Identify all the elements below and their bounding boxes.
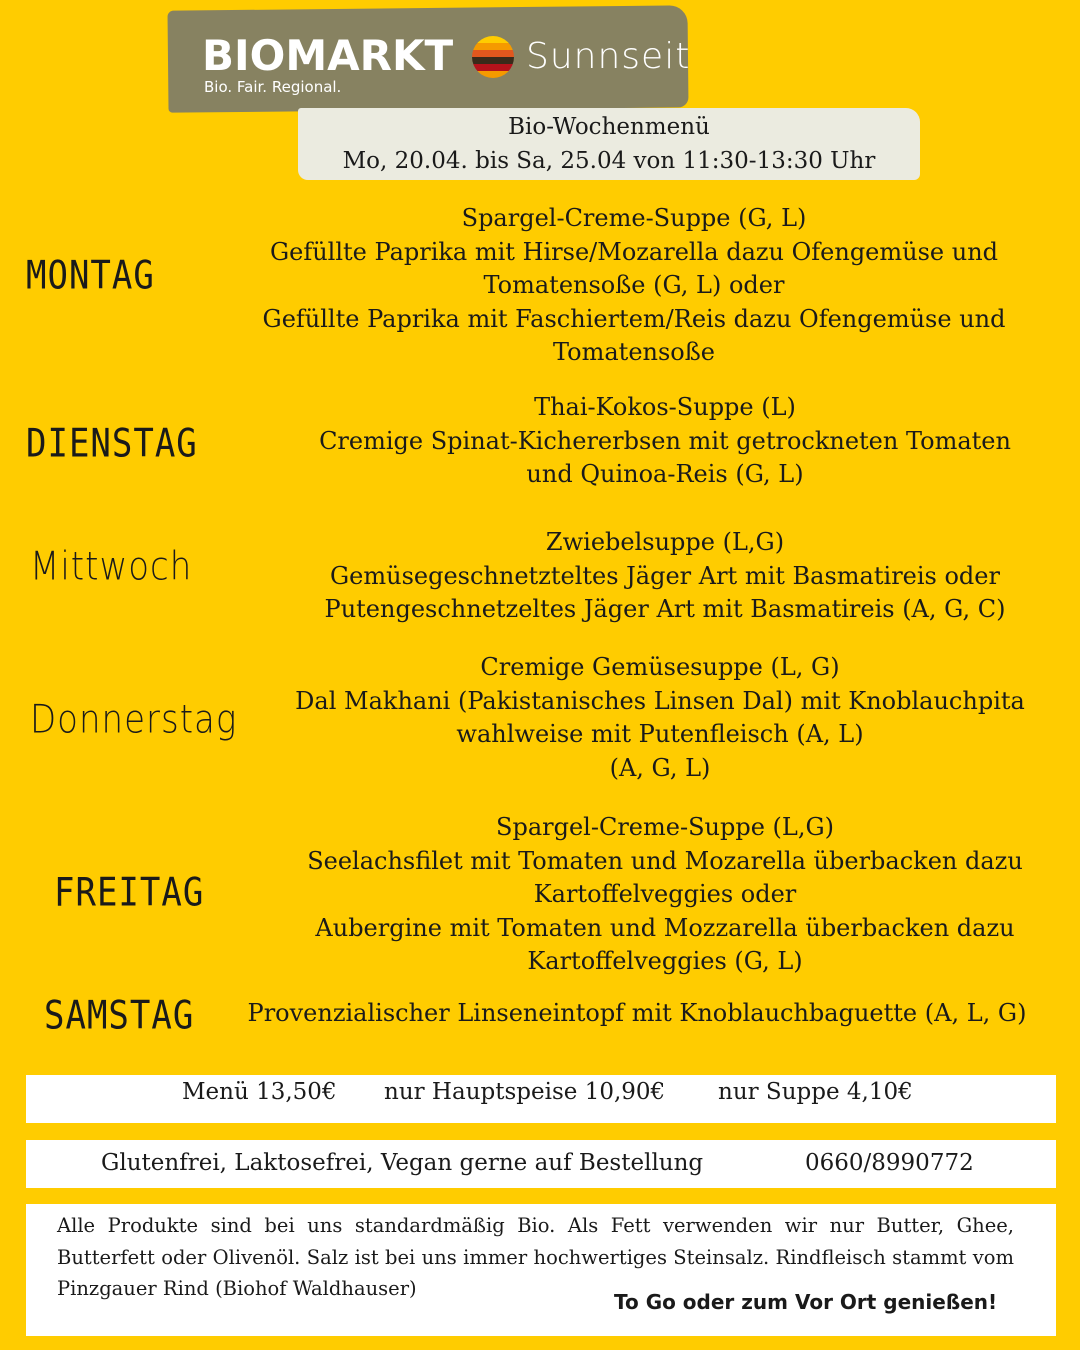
menu-line: Gefüllte Paprika mit Faschiertem/Reis dazu Ofengemüse und <box>262 304 1006 333</box>
day-label-wednesday: Mittwoch <box>30 544 193 590</box>
menu-wednesday <box>270 526 1060 627</box>
menu-line: Thai-Kokos-Suppe (L) <box>534 393 796 421</box>
menu-line: (A, G, L) <box>609 753 711 782</box>
menu-line: Spargel-Creme-Suppe (G, L) <box>461 204 807 232</box>
menu-line: Tomatensoße <box>553 338 715 366</box>
togo-slogan: To Go oder zum Vor Ort genießen! <box>614 1290 998 1314</box>
day-label-friday: FREITAG <box>54 870 205 916</box>
menu-line: Gemüsegeschnetzteltes Jäger Art mit Basmatireis oder <box>330 561 1000 590</box>
menu-line: Kartoffelveggies oder <box>533 880 797 908</box>
menu-saturday <box>204 997 1070 1031</box>
day-label-tuesday: DIENSTAG <box>26 421 198 467</box>
brand-name: BIOMARKT <box>202 31 454 80</box>
day-label-saturday: SAMSTAG <box>44 993 195 1039</box>
menu-line: Zwiebelsuppe (L,G) <box>545 528 785 556</box>
menu-line: Cremige Spinat-Kichererbsen mit getrockneten Tomaten <box>319 426 1011 455</box>
menu-line: Kartoffelveggies (G, L) <box>527 947 803 975</box>
brand-script-name: Sunnseit <box>526 36 691 77</box>
quality-note: Alle Produkte sind bei uns standardmäßig Bio. Als Fett verwenden wir nur Butter, Ghee, Butterfett oder Olivenöl. Salz ist bei uns immer hochwertiges Steinsalz. Rindfleisch stammt vom Pinzgauer Rind (Biohof Waldhauser) <box>57 1214 1014 1300</box>
menu-title: Bio-Wochenmenü <box>508 114 710 140</box>
price-main-only: nur Hauptspeise 10,90€ <box>384 1079 666 1105</box>
brand-tagline: Bio. Fair. Regional. <box>204 78 342 96</box>
menu-line: Spargel-Creme-Suppe (L,G) <box>496 813 834 841</box>
price-menu: Menü 13,50€ <box>182 1079 337 1105</box>
day-label-monday: MONTAG <box>26 253 155 299</box>
menu-line: Provenzialischer Linseneintopf mit Knoblauchbaguette (A, L, G) <box>247 999 1027 1027</box>
menu-thursday <box>250 651 1070 785</box>
menu-line: Gefüllte Paprika mit Hirse/Mozarella dazu Ofengemüse und <box>269 237 999 266</box>
menu-monday <box>214 202 1054 370</box>
menu-line: Tomatensoße (G, L) oder <box>483 271 785 299</box>
menu-tuesday <box>270 391 1060 492</box>
order-info: Glutenfrei, Laktosefrei, Vegan gerne auf Bestellung <box>101 1150 704 1176</box>
menu-line: Aubergine mit Tomaten und Mozzarella überbacken dazu <box>315 913 1015 942</box>
menu-line: Putengeschnetzeltes Jäger Art mit Basmatireis (A, G, C) <box>324 595 1006 623</box>
phone-number: 0660/8990772 <box>805 1150 974 1176</box>
menu-header <box>298 110 920 178</box>
menu-line: Seelachsfilet mit Tomaten und Mozarella überbacken dazu <box>307 846 1023 875</box>
sun-logo-icon <box>469 34 517 80</box>
day-label-thursday: Donnerstag <box>30 697 238 743</box>
menu-friday <box>270 811 1060 979</box>
menu-line: wahlweise mit Putenfleisch (A, L) <box>456 720 864 748</box>
menu-dates: Mo, 20.04. bis Sa, 25.04 von 11:30-13:30 Uhr <box>342 148 876 174</box>
menu-line: Cremige Gemüsesuppe (L, G) <box>480 653 840 681</box>
price-row <box>26 1076 1056 1124</box>
price-soup-only: nur Suppe 4,10€ <box>718 1079 913 1105</box>
menu-line: und Quinoa-Reis (G, L) <box>526 460 804 488</box>
menu-line: Dal Makhani (Pakistanisches Linsen Dal) mit Knoblauchpita <box>295 686 1025 715</box>
